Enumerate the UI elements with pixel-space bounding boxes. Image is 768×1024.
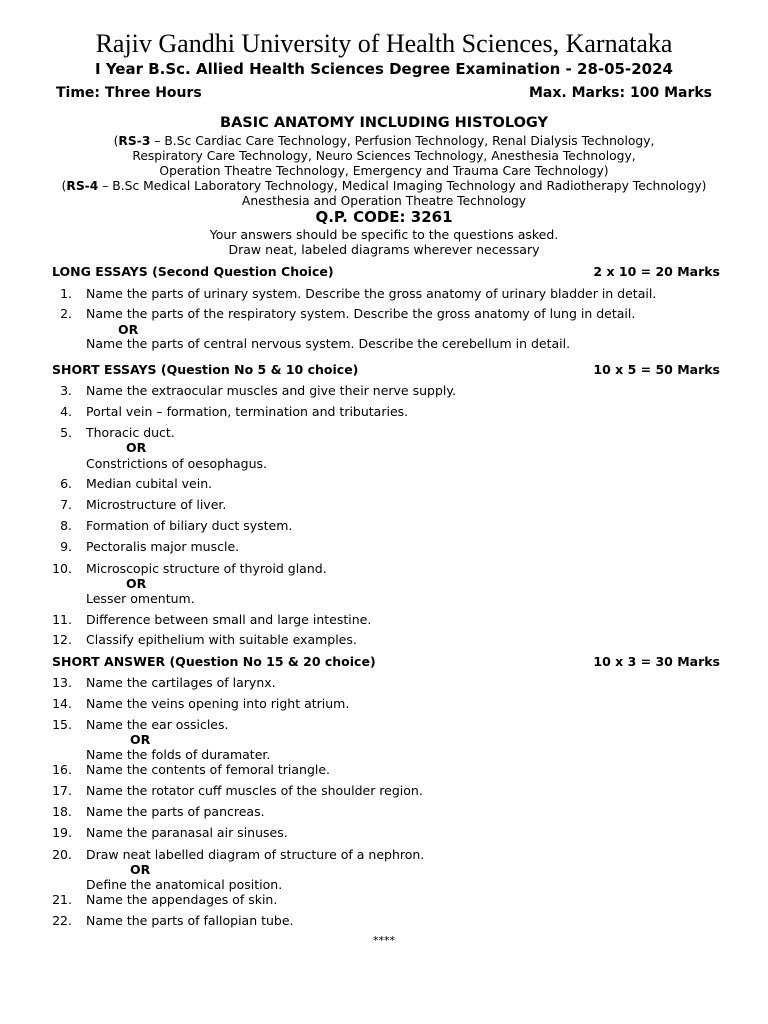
rs4-line-1: (RS-4 – B.Sc Medical Laboratory Technology, Medical Imaging Technology and Radiotherapy Technology) xyxy=(61,179,707,193)
or-separator: OR xyxy=(130,862,151,877)
question-number: 18. xyxy=(52,804,72,819)
question-alternative: Define the anatomical position. xyxy=(86,877,283,892)
section-long-essays-title: LONG ESSAYS (Second Question Choice) xyxy=(52,264,334,279)
question-number: 16. xyxy=(52,762,72,777)
question-number: 7. xyxy=(60,497,72,512)
question-text: Name the ear ossicles. xyxy=(86,717,229,732)
question-text: Name the parts of urinary system. Describe the gross anatomy of urinary bladder in detail. xyxy=(86,286,657,301)
question-number: 12. xyxy=(52,632,72,647)
or-separator: OR xyxy=(118,322,139,337)
exam-title: I Year B.Sc. Allied Health Sciences Degree Examination - 28-05-2024 xyxy=(95,60,673,78)
section-short-answer-marks: 10 x 3 = 30 Marks xyxy=(593,654,720,669)
instruction-1: Your answers should be specific to the questions asked. xyxy=(209,227,559,242)
question-text: Draw neat labelled diagram of structure of a nephron. xyxy=(86,847,425,862)
question-text: Classify epithelium with suitable examples. xyxy=(86,632,357,647)
question-text: Pectoralis major muscle. xyxy=(86,539,240,554)
rs3-text: – B.Sc Cardiac Care Technology, Perfusion Technology, Renal Dialysis Technology, xyxy=(150,134,655,148)
question-number: 21. xyxy=(52,892,72,907)
max-marks: Max. Marks: 100 Marks xyxy=(528,85,712,101)
question-text: Microscopic structure of thyroid gland. xyxy=(86,561,327,576)
question-text: Name the cartilages of larynx. xyxy=(86,675,276,690)
rs3-line-2: Respiratory Care Technology, Neuro Sciences Technology, Anesthesia Technology, xyxy=(132,149,636,163)
question-number: 17. xyxy=(52,783,72,798)
rs4-text: – B.Sc Medical Laboratory Technology, Medical Imaging Technology and Radiotherapy Technology) xyxy=(98,179,707,193)
question-number: 2. xyxy=(60,306,72,321)
question-text: Name the parts of pancreas. xyxy=(86,804,265,819)
rs4-code: RS-4 xyxy=(66,179,99,193)
rs3-code: RS-3 xyxy=(118,134,151,148)
question-number: 22. xyxy=(52,913,72,928)
question-alternative: Lesser omentum. xyxy=(86,591,195,606)
question-number: 9. xyxy=(60,539,72,554)
question-number: 8. xyxy=(60,518,72,533)
qp-code: Q.P. CODE: 3261 xyxy=(315,208,453,226)
question-number: 3. xyxy=(60,383,72,398)
rs4-line-2: Anesthesia and Operation Theatre Technology xyxy=(241,194,527,208)
subject-title: BASIC ANATOMY INCLUDING HISTOLOGY xyxy=(220,115,548,131)
question-number: 20. xyxy=(52,847,72,862)
question-number: 19. xyxy=(52,825,72,840)
question-number: 13. xyxy=(52,675,72,690)
end-marker: **** xyxy=(373,934,395,947)
question-text: Name the appendages of skin. xyxy=(86,892,278,907)
section-short-essays-marks: 10 x 5 = 50 Marks xyxy=(593,362,720,377)
section-short-essays-title: SHORT ESSAYS (Question No 5 & 10 choice) xyxy=(52,362,359,377)
rs3-line-3: Operation Theatre Technology, Emergency and Trauma Care Technology) xyxy=(159,164,609,178)
question-text: Name the parts of fallopian tube. xyxy=(86,913,294,928)
question-text: Difference between small and large intestine. xyxy=(86,612,372,627)
rs3-line-1: (RS-3 – B.Sc Cardiac Care Technology, Perfusion Technology, Renal Dialysis Technology, xyxy=(113,134,655,148)
question-number: 10. xyxy=(52,561,72,576)
question-number: 5. xyxy=(60,425,72,440)
question-number: 11. xyxy=(52,612,72,627)
section-long-essays-marks: 2 x 10 = 20 Marks xyxy=(593,264,720,279)
university-title: Rajiv Gandhi University of Health Sciences, Karnataka xyxy=(95,29,673,58)
question-text: Name the paranasal air sinuses. xyxy=(86,825,288,840)
question-text: Thoracic duct. xyxy=(86,425,175,440)
question-text: Name the contents of femoral triangle. xyxy=(86,762,331,777)
exam-duration: Time: Three Hours xyxy=(56,85,202,101)
question-number: 6. xyxy=(60,476,72,491)
question-text: Median cubital vein. xyxy=(86,476,213,491)
question-text: Portal vein – formation, termination and tributaries. xyxy=(86,404,409,419)
question-alternative: Name the parts of central nervous system. Describe the cerebellum in detail. xyxy=(86,336,571,351)
question-number: 1. xyxy=(60,286,72,301)
question-text: Microstructure of liver. xyxy=(86,497,227,512)
question-text: Name the veins opening into right atrium. xyxy=(86,696,350,711)
or-separator: OR xyxy=(126,576,147,591)
or-separator: OR xyxy=(126,440,147,455)
question-text: Name the parts of the respiratory system. Describe the gross anatomy of lung in detail. xyxy=(86,306,636,321)
question-number: 15. xyxy=(52,717,72,732)
question-number: 4. xyxy=(60,404,72,419)
or-separator: OR xyxy=(130,732,151,747)
question-text: Name the rotator cuff muscles of the shoulder region. xyxy=(86,783,423,798)
question-text: Name the extraocular muscles and give their nerve supply. xyxy=(86,383,456,398)
question-alternative: Constrictions of oesophagus. xyxy=(86,456,268,471)
question-number: 14. xyxy=(52,696,72,711)
instruction-2: Draw neat, labeled diagrams wherever necessary xyxy=(228,242,540,257)
question-alternative: Name the folds of duramater. xyxy=(86,747,271,762)
question-text: Formation of biliary duct system. xyxy=(86,518,293,533)
section-short-answer-title: SHORT ANSWER (Question No 15 & 20 choice) xyxy=(52,654,376,669)
